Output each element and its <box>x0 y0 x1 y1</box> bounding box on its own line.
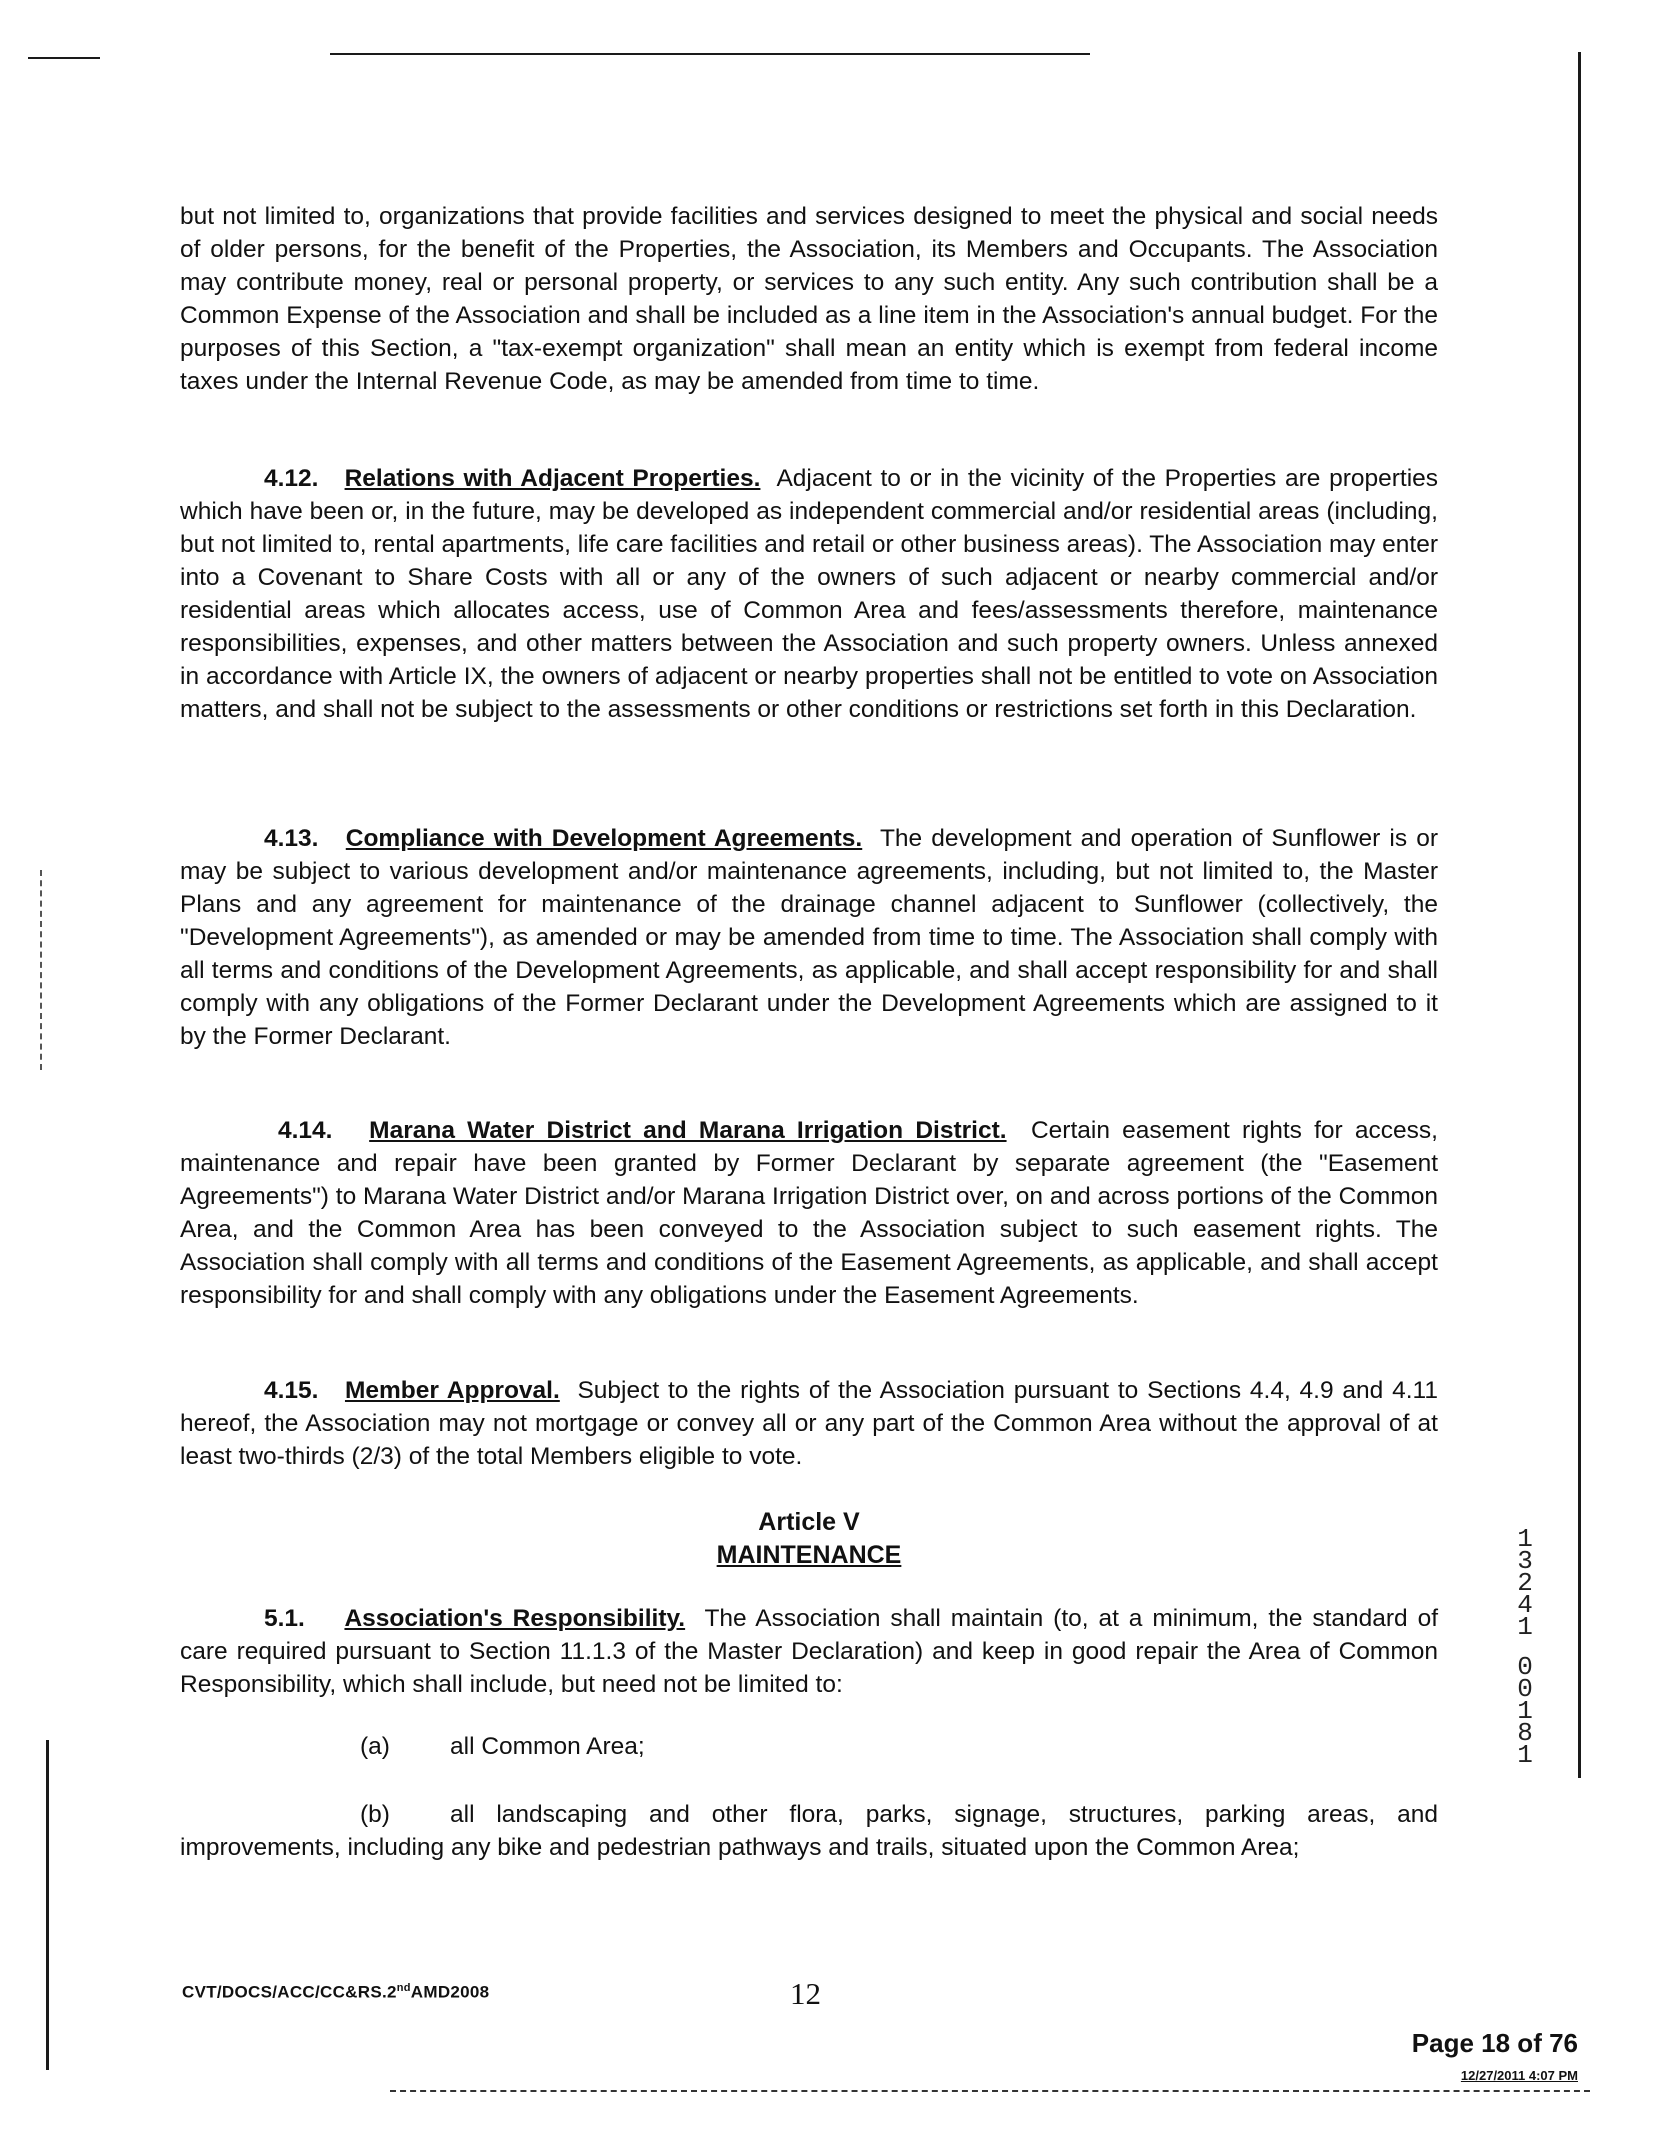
section-4-15 <box>180 1374 1438 1473</box>
docket-digit: 1 <box>1517 1696 1533 1726</box>
article-title: MAINTENANCE <box>716 1541 902 1569</box>
docket-digit: 3 <box>1517 1546 1533 1576</box>
docket-digit: 4 <box>1517 1590 1533 1620</box>
docket-digit: 1 <box>1517 1740 1533 1770</box>
list-item-label: (a) <box>360 1733 390 1760</box>
right-margin-scan-line <box>1578 52 1581 1778</box>
section-number: 5.1. <box>264 1605 305 1632</box>
section-number: 4.14. <box>278 1117 333 1144</box>
section-title: Relations with Adjacent Properties. <box>344 465 761 492</box>
docket-digit: 1 <box>1517 1524 1533 1554</box>
section-text: Adjacent to or in the vicinity of the Properties are properties which have been or, in the future, may be developed as independent commercial and/or residential areas (including, but not limited to, rental apartments, life care facilities and retail or other business areas). The Association may enter into a Covenant to Share Costs with all or any of the owners of such adjacent or nearby commercial and/or residential areas which allocates access, use of Common Area and fees/assessments therefore, maintenance responsibilities, expenses, and other matters between the Association and such property owners. Unless annexed in accordance with Article IX, the owners of adjacent or nearby properties shall not be entitled to vote on Association matters, and shall not be subject to the assessments or other conditions or restrictions set forth in this Declaration. <box>180 465 1439 723</box>
section-text: The development and operation of Sunflower is or may be subject to various development and/or maintenance agreements, including, but not limited to, the Master Plans and any agreement for maintenance of the drainage channel adjacent to Sunflower (collectively, the "Development Agreements"), as amended or may be amended from time to time. The Association shall comply with all terms and conditions of the Development Agreements, as applicable, and shall accept responsibility for and shall comply with any obligations of the Former Declarant under the Development Agreements which are assigned to it by the Former Declarant. <box>180 825 1438 1050</box>
document-code-suffix: AMD2008 <box>410 1982 490 2002</box>
list-item-text: all Common Area; <box>450 1733 645 1760</box>
section-4-12 <box>180 462 1438 726</box>
list-item-text: all landscaping and other flora, parks, signage, structures, parking areas, and improvements, including any bike and pedestrian pathways and trails, situated upon the Common Area; <box>180 1801 1438 1861</box>
section-text: Certain easement rights for access, maintenance and repair have been granted by Former Declarant by separate agreement (the "Easement Agreements") to Marana Water District and/or Marana Irrigation District over, on and across portions of the Common Area, and the Common Area has been conveyed to the Association subject to such easement rights. The Association shall comply with all terms and conditions of the Easement Agreements, as applicable, and shall accept responsibility for and shall comply with any obligations under the Easement Agreements. <box>180 1117 1438 1309</box>
top-left-scan-mark <box>28 57 100 59</box>
document-code-sup: nd <box>396 1982 411 1994</box>
docket-digit: 8 <box>1517 1718 1533 1748</box>
paragraph-text: but not limited to, organizations that provide facilities and services designed to meet the physical and social needs of older persons, for the benefit of the Properties, the Association, its Members and Occupants. The Association may contribute money, real or personal property, or services to any such entity. Any such contribution shall be a Common Expense of the Association and shall be included as a line item in the Association's annual budget. For the purposes of this Section, a "tax-exempt organization" shall mean an entity which is exempt from federal income taxes under the Internal Revenue Code, as may be amended from time to time. <box>180 203 1438 395</box>
list-item-b <box>180 1798 1438 1864</box>
docket-digit: 0 <box>1517 1674 1533 1704</box>
section-title: Association's Responsibility. <box>344 1605 686 1632</box>
section-4-14 <box>180 1114 1438 1312</box>
list-item-a <box>180 1730 1438 1763</box>
article-heading <box>180 1506 1438 1572</box>
left-margin-dash <box>40 870 42 1070</box>
section-text: Subject to the rights of the Association pursuant to Sections 4.4, 4.9 and 4.11 hereof, the Association may not mortgage or convey all or any part of the Common Area without the approval of at least two-thirds (2/3) of the total Members eligible to vote. <box>180 1377 1438 1470</box>
section-5-1 <box>180 1602 1438 1701</box>
bottom-scan-line <box>390 2090 1590 2092</box>
section-title: Marana Water District and Marana Irrigation District. <box>369 1117 1007 1144</box>
section-title: Compliance with Development Agreements. <box>345 825 863 852</box>
docket-digit: 0 <box>1517 1652 1533 1682</box>
list-item-label: (b) <box>360 1801 390 1828</box>
document-code-prefix: CVT/DOCS/ACC/CC&RS.2 <box>182 1982 397 2002</box>
paragraph-continued <box>180 200 1438 398</box>
left-margin-scan-line <box>46 1740 49 2070</box>
docket-digit: 1 <box>1517 1612 1533 1642</box>
docket-number <box>1510 1524 1540 1770</box>
top-scan-line <box>330 53 1090 55</box>
section-number: 4.13. <box>264 825 319 852</box>
page-count: Page 18 of 76 <box>1411 2028 1578 2058</box>
section-number: 4.12. <box>264 465 319 492</box>
section-title: Member Approval. <box>344 1377 560 1404</box>
recording-timestamp: 12/27/2011 4:07 PM <box>1460 2068 1578 2083</box>
docket-digit: 2 <box>1517 1568 1533 1598</box>
section-text: The Association shall maintain (to, at a minimum, the standard of care required pursuant to Section 11.1.3 of the Master Declaration) and keep in good repair the Area of Common Responsibility, which shall include, but need not be limited to: <box>180 1605 1439 1698</box>
document-code <box>182 1982 489 2003</box>
page-number: 12 <box>790 1976 821 2011</box>
article-label: Article V <box>758 1508 860 1536</box>
section-number: 4.15. <box>264 1377 319 1404</box>
section-4-13 <box>180 822 1438 1053</box>
